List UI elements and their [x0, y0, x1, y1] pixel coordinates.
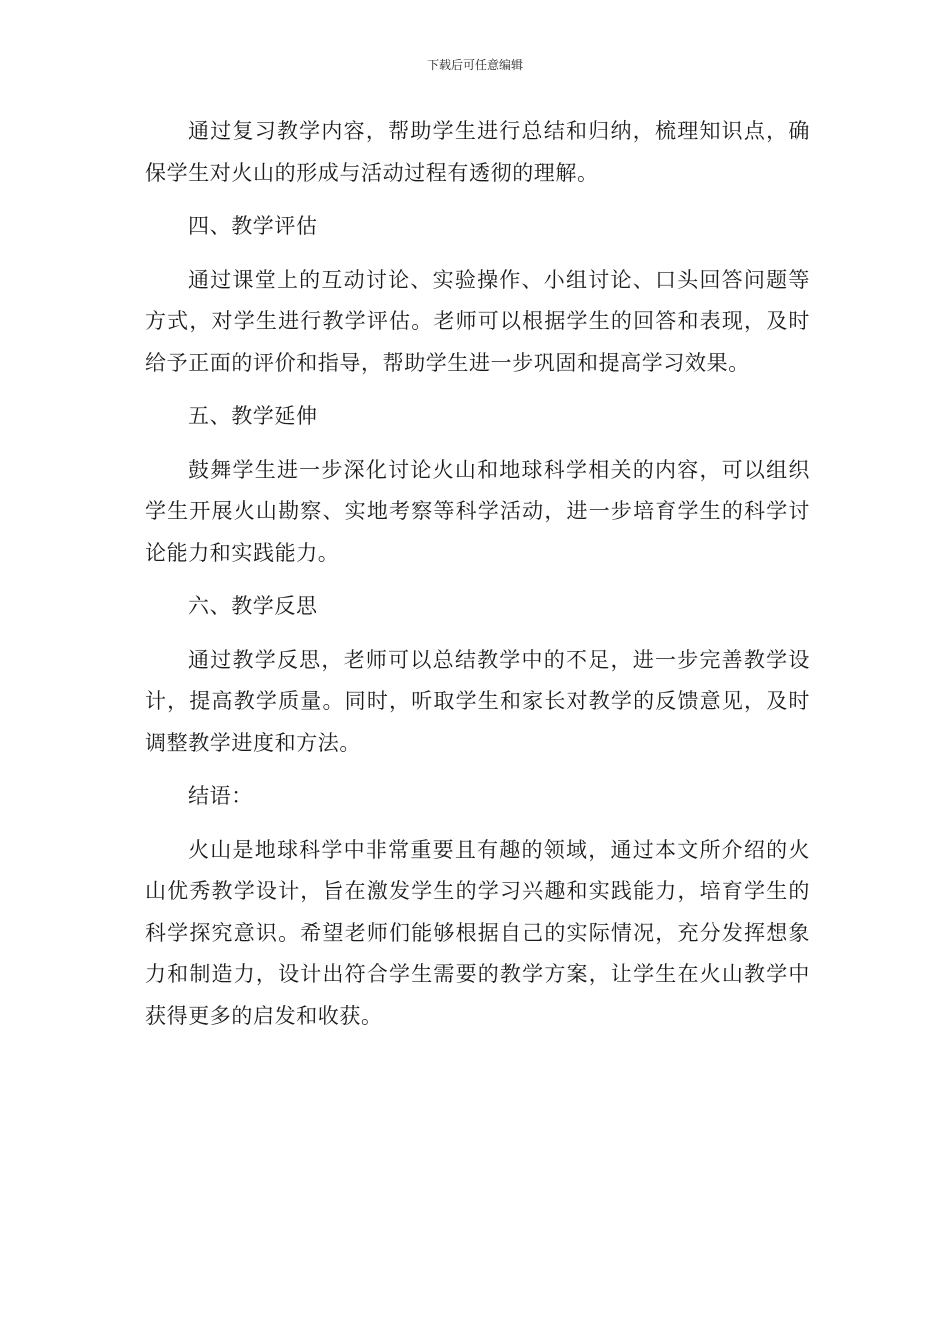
reflection-paragraph: 通过教学反思，老师可以总结教学中的不足，进一步完善教学设计，提高教学质量。同时，听取学生和家长对教学的反馈意见，及时调整教学进度和方法。	[145, 647, 810, 755]
extension-paragraph: 鼓舞学生进一步深化讨论火山和地球科学相关的内容，可以组织学生开展火山勘察、实地考察等科学活动，进一步培育学生的科学讨论能力和实践能力。	[145, 457, 810, 565]
reflection-heading: 六、教学反思	[188, 594, 318, 618]
document-body	[145, 111, 810, 1049]
page-header-note: 下载后可任意编辑	[426, 58, 523, 72]
evaluation-heading: 四、教学评估	[188, 214, 318, 238]
conclusion-heading: 结语：	[188, 784, 253, 808]
extension-heading: 五、教学延伸	[188, 404, 318, 428]
review-paragraph: 通过复习教学内容，帮助学生进行总结和归纳，梳理知识点，确保学生对火山的形成与活动过程有透彻的理解。	[145, 119, 810, 185]
evaluation-paragraph: 通过课堂上的互动讨论、实验操作、小组讨论、口头回答问题等方式，对学生进行教学评估。老师可以根据学生的回答和表现，及时给予正面的评价和指导，帮助学生进一步巩固和提高学习效果。	[145, 267, 810, 375]
conclusion-paragraph: 火山是地球科学中非常重要且有趣的领域，通过本文所介绍的火山优秀教学设计，旨在激发学生的学习兴趣和实践能力，培育学生的科学探究意识。希望老师们能够根据自己的实际情况，充分发挥想象力和制造力，设计出符合学生需要的教学方案，让学生在火山教学中获得更多的启发和收获。	[145, 837, 810, 1028]
